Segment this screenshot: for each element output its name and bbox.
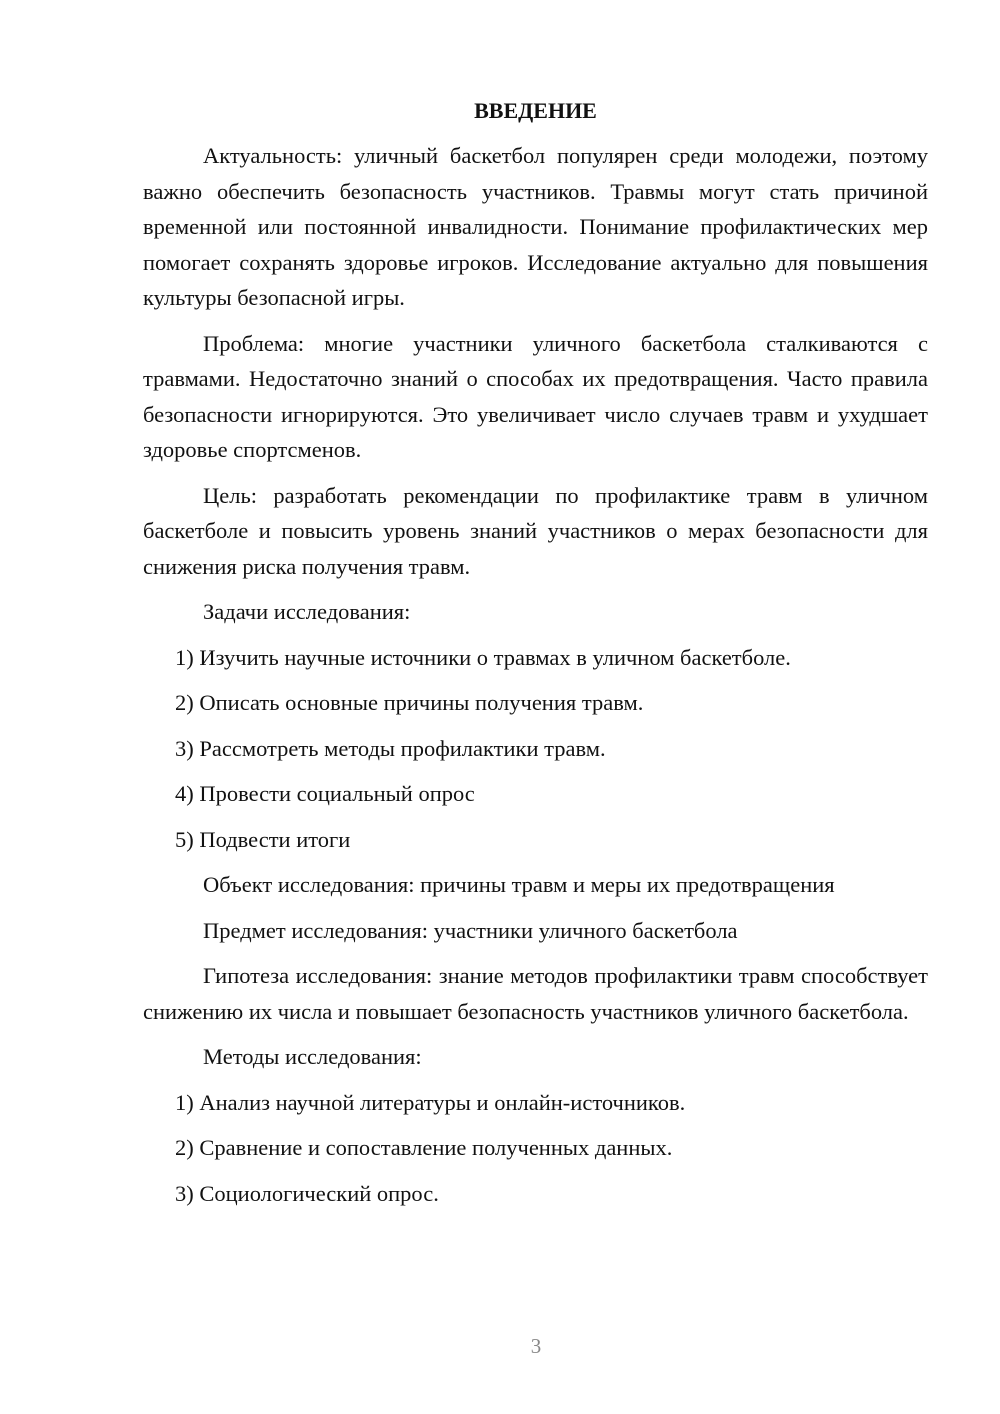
research-subject: Предмет исследования: участники уличного баскетбола	[203, 917, 738, 943]
page-title: ВВЕДЕНИЕ	[474, 98, 597, 123]
method-item-1: 1) Анализ научной литературы и онлайн-источников.	[175, 1089, 686, 1115]
research-object: Объект исследования: причины травм и меры их предотвращения	[203, 872, 835, 897]
page-number: 3	[530, 1334, 542, 1358]
task-item-4: 4) Провести социальный опрос	[175, 781, 475, 806]
problem-paragraph: Проблема: многие участники уличного баскетбола сталкиваются с травмами. Недостаточно знаний о способах их предотвращения. Часто правила безопасности игнорируются. Это увеличивает число случаев травм и ухудшает здоровье спортсменов.	[143, 330, 928, 462]
method-item-2: 2) Сравнение и сопоставление полученных данных.	[175, 1135, 673, 1160]
tasks-heading: Задачи исследования:	[203, 599, 411, 624]
hypothesis-paragraph: Гипотеза исследования: знание методов профилактики травм способствует снижению их числа и повышает безопасность участников уличного баскетбола.	[143, 963, 928, 1024]
task-item-1: 1) Изучить научные источники о травмах в уличном баскетболе.	[175, 644, 791, 670]
task-item-5: 5) Подвести итоги	[175, 826, 351, 852]
relevance-paragraph: Актуальность: уличный баскетбол популярен среди молодежи, поэтому важно обеспечить безопасность участников. Травмы могут стать причиной временной или постоянной инвалидности. Понимание профилактических мер помогает сохранять здоровье игроков. Исследование актуально для повышения культуры безопасной игры.	[143, 143, 928, 310]
methods-heading: Методы исследования:	[203, 1044, 422, 1069]
method-item-3: 3) Социологический опрос.	[175, 1180, 439, 1206]
task-item-3: 3) Рассмотреть методы профилактики травм.	[175, 735, 606, 761]
goal-paragraph: Цель: разработать рекомендации по профилактике травм в уличном баскетболе и повысить уровень знаний участников о мерах безопасности для снижения риска получения травм.	[143, 482, 928, 579]
document-body	[143, 95, 928, 1211]
task-item-2: 2) Описать основные причины получения травм.	[175, 690, 644, 715]
